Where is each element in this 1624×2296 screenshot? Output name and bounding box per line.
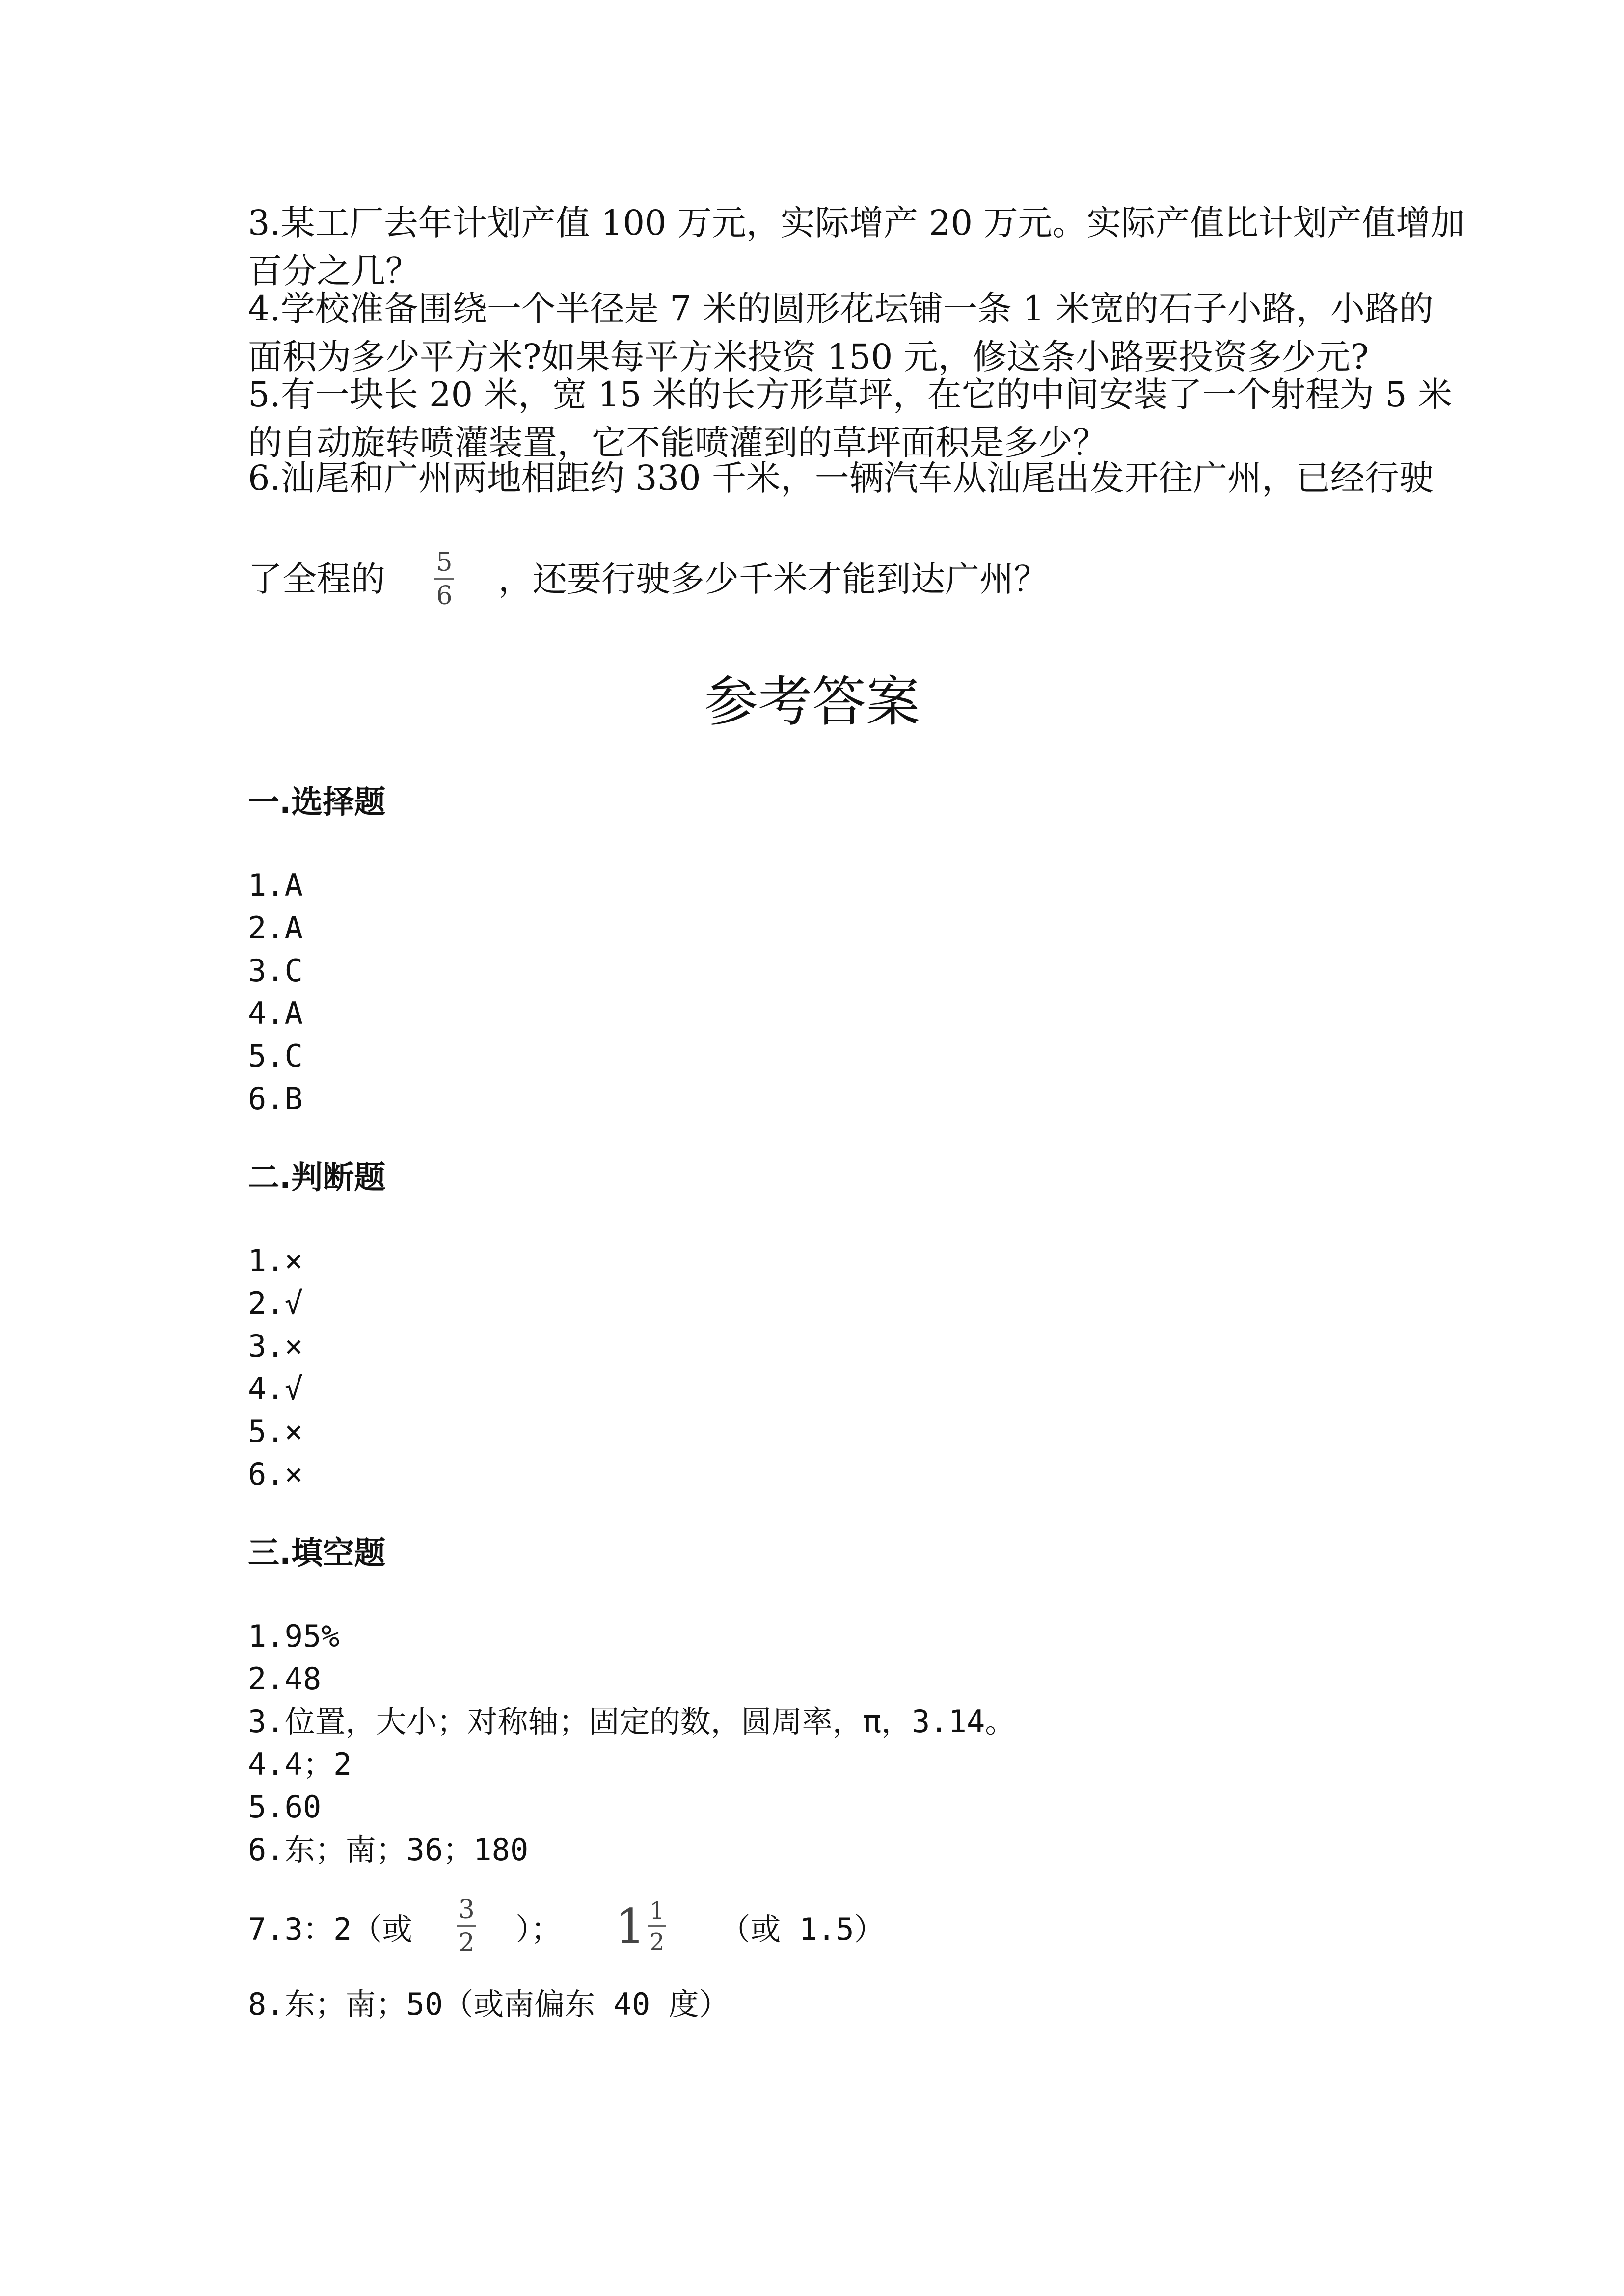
question-line: 3.某工厂去年计划产值 100 万元，实际增产 20 万元。实际产值比计划产值增加 (248, 203, 1465, 243)
answer-item: 2.√ (248, 1285, 303, 1321)
fraction-denominator: 2 (650, 1928, 665, 1956)
answer-item: 3.C (248, 953, 303, 988)
fraction-bar (434, 578, 454, 580)
answer-item: 4.√ (248, 1371, 303, 1407)
answer-item: 5.C (248, 1038, 303, 1074)
section-heading: 二.判断题 (248, 1160, 386, 1196)
answer-item: 1.A (248, 867, 303, 903)
answer-text: ）； (515, 1911, 562, 1947)
question-4 (248, 285, 1434, 381)
answer-item: 5.× (248, 1414, 303, 1449)
answer-item: 1.95% (248, 1618, 340, 1654)
answer-item: 2.A (248, 910, 303, 946)
fraction-three-halves (457, 1897, 476, 1956)
answer-item: 2.48 (248, 1661, 322, 1697)
answer-item: 8.东；南；50（或南偏东 40 度） (248, 1986, 730, 2022)
question-line: 6.汕尾和广州两地相距约 330 千米，一辆汽车从汕尾出发开往广州，已经行驶 (248, 458, 1434, 498)
question-6-continuation (248, 540, 1402, 618)
fraction-five-sixths (434, 550, 454, 609)
fraction-numerator: 5 (436, 548, 453, 577)
question-line: 5.有一块长 20 米，宽 15 米的长方形草坪，在它的中间安装了一个射程为 5 米 (248, 374, 1452, 415)
answer-item: 5.60 (248, 1789, 322, 1825)
answer-list (248, 864, 303, 1120)
mixed-number (615, 1899, 666, 1954)
answer-list (248, 1615, 1015, 1871)
question-3 (248, 199, 1465, 295)
mixed-fraction (648, 1899, 666, 1954)
fraction-bar (457, 1925, 476, 1927)
question-text: ，还要行驶多少千米才能到达广州？ (498, 559, 1048, 599)
question-line: 面积为多少平方米?如果每平方米投资 150 元，修这条小路要投资多少元? (248, 337, 1369, 377)
fraction-numerator: 3 (458, 1895, 475, 1924)
fraction-denominator: 2 (458, 1928, 475, 1958)
section-heading: 三.填空题 (248, 1535, 386, 1572)
question-text: 了全程的 (248, 559, 385, 599)
question-line: 的自动旋转喷灌装置，它不能喷灌到的草坪面积是多少？ (248, 423, 1107, 463)
question-line: 4.学校准备围绕一个半径是 7 米的圆形花坛铺一条 1 米宽的石子小路，小路的 (248, 289, 1434, 329)
answer-item: 4.A (248, 995, 303, 1031)
answer-item: 6.B (248, 1081, 303, 1117)
question-6 (248, 454, 1434, 502)
mixed-whole: 1 (615, 1899, 646, 1954)
fraction-denominator: 6 (436, 581, 453, 611)
answer-text: 7.3：2（或 (248, 1911, 413, 1947)
answer-item: 3.位置，大小；对称轴；固定的数，圆周率，π，3.14。 (248, 1704, 1016, 1739)
answer-item-7 (248, 1890, 885, 1963)
answer-text: （或 1.5） (720, 1911, 885, 1947)
fraction-bar (648, 1925, 666, 1927)
answer-item: 3.× (248, 1328, 303, 1364)
answer-title: 参考答案 (704, 670, 920, 733)
answer-item: 6.东；南；36；180 (248, 1832, 529, 1868)
fraction-numerator: 1 (650, 1897, 665, 1924)
section-heading: 一.选择题 (248, 784, 386, 821)
answer-item: 1.× (248, 1243, 303, 1279)
answer-item: 6.× (248, 1456, 303, 1492)
answer-item: 4.4；2 (248, 1746, 352, 1782)
question-line: 百分之几？ (248, 251, 420, 291)
answer-list (248, 1983, 730, 2026)
question-5 (248, 371, 1452, 467)
answer-list (248, 1239, 303, 1495)
